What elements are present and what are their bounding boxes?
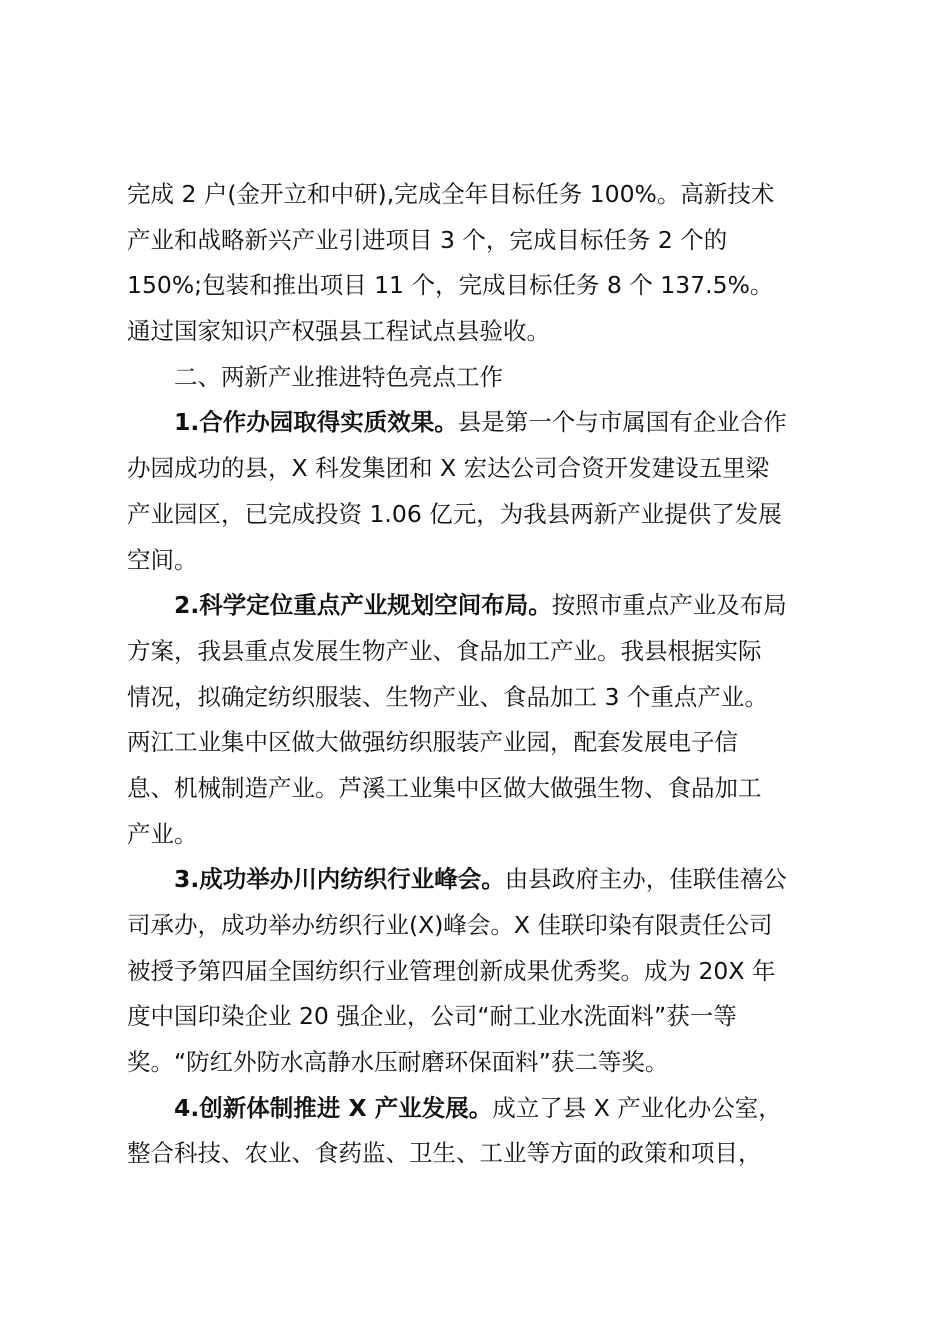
paragraph-line bbox=[127, 1086, 835, 1132]
paragraph-line bbox=[127, 629, 835, 675]
line-text: 办园成功的县，X 科发集团和 X 宏达公司合资开发建设五里梁 bbox=[127, 454, 770, 483]
line-text: 两江工业集中区做大做强纺织服装产业园，配套发展电子信 bbox=[127, 728, 738, 757]
line-text: 完成 2 户(金开立和中研),完成全年目标任务 100%。高新技术 bbox=[127, 180, 775, 208]
item-heading: 3.成功举办川内纺织行业峰会。 bbox=[174, 865, 505, 894]
item-heading: 4.创新体制推进 X 产业发展。 bbox=[174, 1093, 493, 1122]
line-text: 150%;包装和推出项目 11 个，完成目标任务 8 个 137.5%。 bbox=[127, 271, 774, 300]
paragraph-line bbox=[127, 1131, 835, 1177]
line-text: 通过国家知识产权强县工程试点县验收。 bbox=[127, 317, 550, 346]
line-text: 产业。 bbox=[127, 819, 198, 848]
paragraph-line bbox=[127, 857, 835, 903]
paragraph-line bbox=[127, 263, 835, 309]
line-text: 度中国印染企业 20 强企业，公司“耐工业水洗面料”获一等 bbox=[127, 1002, 737, 1031]
paragraph-line bbox=[127, 492, 835, 538]
paragraph-line bbox=[127, 446, 835, 492]
section-heading-text: 二、两新产业推进特色亮点工作 bbox=[174, 362, 503, 391]
section-heading bbox=[127, 355, 835, 401]
line-text: 被授予第四届全国纺织行业管理创新成果优秀奖。成为 20X 年 bbox=[127, 956, 776, 985]
paragraph-line bbox=[127, 172, 835, 218]
item-heading: 1.合作办园取得实质效果。 bbox=[174, 408, 458, 437]
line-text: 方案，我县重点发展生物产业、食品加工产业。我县根据实际 bbox=[127, 636, 762, 665]
paragraph-line bbox=[127, 583, 835, 629]
paragraph-line bbox=[127, 309, 835, 355]
paragraph-line bbox=[127, 538, 835, 584]
line-text: 司承办，成功举办纺织行业(X)峰会。X 佳联印染有限责任公司 bbox=[127, 911, 773, 939]
paragraph-line bbox=[127, 720, 835, 766]
paragraph-line bbox=[127, 766, 835, 812]
paragraph-line bbox=[127, 218, 835, 264]
paragraph-line bbox=[127, 949, 835, 995]
line-text: 情况，拟确定纺织服装、生物产业、食品加工 3 个重点产业。 bbox=[127, 682, 768, 711]
paragraph-line bbox=[127, 400, 835, 446]
line-text: 息、机械制造产业。芦溪工业集中区做大做强生物、食品加工 bbox=[127, 773, 762, 802]
line-text: 由县政府主办，佳联佳禧公 bbox=[504, 865, 787, 894]
paragraph-line bbox=[127, 812, 835, 858]
paragraph-line bbox=[127, 1040, 835, 1086]
paragraph-line bbox=[127, 903, 835, 949]
document-body bbox=[127, 172, 835, 1177]
paragraph-line bbox=[127, 675, 835, 721]
line-text: 空间。 bbox=[127, 545, 198, 574]
line-text: 整合科技、农业、食药监、卫生、工业等方面的政策和项目， bbox=[127, 1139, 762, 1168]
line-text: 产业园区，已完成投资 1.06 亿元，为我县两新产业提供了发展 bbox=[127, 499, 782, 528]
item-heading: 2.科学定位重点产业规划空间布局。 bbox=[174, 591, 552, 620]
line-text: 县是第一个与市属国有企业合作 bbox=[457, 408, 787, 437]
line-text: 成立了县 X 产业化办公室， bbox=[492, 1093, 782, 1122]
line-text: 产业和战略新兴产业引进项目 3 个，完成目标任务 2 个的 bbox=[127, 225, 728, 254]
line-text: 按照市重点产业及布局 bbox=[551, 591, 787, 620]
paragraph-line bbox=[127, 994, 835, 1040]
line-text: 奖。“防红外防水高静水压耐磨环保面料”获二等奖。 bbox=[127, 1048, 669, 1077]
